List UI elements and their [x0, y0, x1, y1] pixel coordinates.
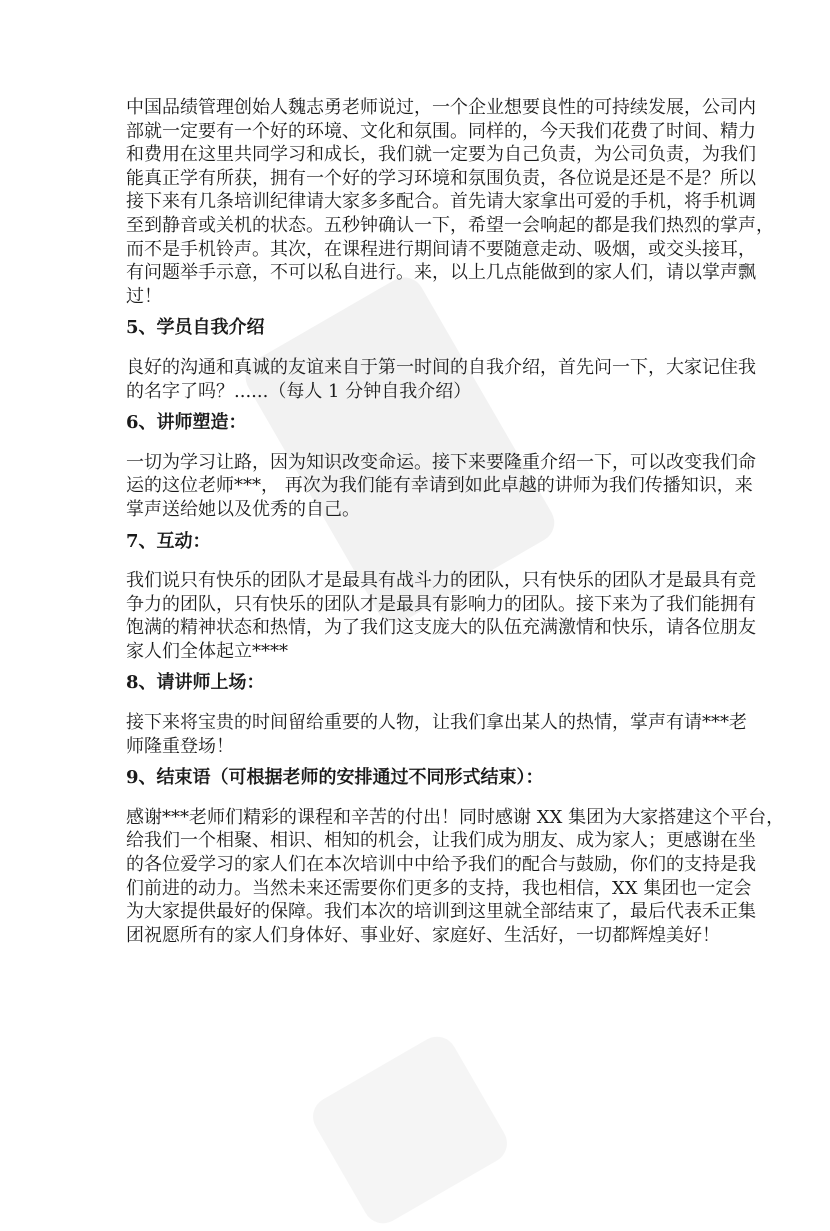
paragraph-line: 为大家提供最好的保障。我们本次的培训到这里就全部结束了，最后代表禾正集	[126, 901, 756, 923]
paragraph-line: 的各位爱学习的家人们在本次培训中中给予我们的配合与鼓励，你们的支持是我	[126, 854, 756, 876]
paragraph-line: 家人们全体起立****	[126, 640, 288, 662]
section-paragraph	[126, 806, 785, 948]
paragraph-line: 良好的沟通和真诚的友谊来自于第一时间的自我介绍，首先问一下，大家记住我	[126, 356, 756, 378]
section-paragraph	[126, 711, 747, 758]
paragraph-line: 我们说只有快乐的团队才是最具有战斗力的团队，只有快乐的团队才是最具有竞	[126, 570, 756, 592]
paragraph-line: 接下来将宝贵的时间留给重要的人物，让我们拿出某人的热情，掌声有请***老	[126, 712, 747, 734]
paragraph-line: 能真正学有所获，拥有一个好的学习环境和氛围负责，各位说是还是不是？所以	[126, 167, 756, 189]
paragraph-line: 运的这位老师***， 再次为我们能有幸请到如此卓越的讲师为我们传播知识，来	[126, 475, 753, 497]
section-heading: 7、互动：	[126, 530, 211, 552]
section-heading: 6、讲师塑造：	[126, 412, 247, 434]
paragraph-line: 掌声送给她以及优秀的自己。	[126, 498, 360, 520]
paragraph-line: 过！	[126, 285, 162, 307]
paragraph-line: 争力的团队，只有快乐的团队才是最具有影响力的团队。接下来为了我们能拥有	[126, 593, 756, 615]
paragraph-line: 接下来有几条培训纪律请大家多多配合。首先请大家拿出可爱的手机，将手机调	[126, 191, 756, 213]
paragraph-line: 有问题举手示意，不可以私自进行。来，以上几点能做到的家人们，请以掌声飘	[126, 262, 756, 284]
document-page	[126, 96, 785, 947]
paragraph-line: 一切为学习让路，因为知识改变命运。接下来要隆重介绍一下，可以改变我们命	[126, 451, 756, 473]
section-paragraph	[126, 451, 756, 522]
section-paragraph	[126, 356, 756, 403]
section-heading: 8、请讲师上场：	[126, 672, 265, 694]
section-paragraph	[126, 569, 756, 663]
paragraph-line: 师隆重登场！	[126, 735, 234, 757]
paragraph-line: 团祝愿所有的家人们身体好、事业好、家庭好、生活好，一切都辉煌美好！	[126, 924, 720, 946]
paragraph-line: 饱满的精神状态和热情，为了我们这支庞大的队伍充满激情和快乐，请各位朋友	[126, 617, 756, 639]
paragraph-line: 给我们一个相聚、相识、相知的机会，让我们成为朋友、成为家人；更感谢在坐	[126, 830, 756, 852]
paragraph-line: 而不是手机铃声。其次，在课程进行期间请不要随意走动、吸烟，或交头接耳，	[126, 238, 756, 260]
paragraph-line: 部就一定要有一个好的环境、文化和氛围。同样的，今天我们花费了时间、精力	[126, 120, 756, 142]
paragraph-line: 们前进的动力。当然未来还需要你们更多的支持，我也相信，XX 集团也一定会	[126, 877, 752, 899]
section-heading: 5、学员自我介绍	[126, 317, 265, 339]
paragraph-line: 感谢***老师们精彩的课程和辛苦的付出！同时感谢 XX 集团为大家搭建这个平台，	[126, 806, 785, 828]
paragraph-line: 中国品绩管理创始人魏志勇老师说过，一个企业想要良性的可持续发展，公司内	[126, 97, 756, 118]
section-heading: 9、结束语（可根据老师的安排通过不同形式结束）：	[126, 767, 544, 789]
intro-paragraph	[126, 96, 774, 308]
paragraph-line: 的名字了吗？......（每人 1 分钟自我介绍）	[126, 380, 472, 402]
watermark-logo	[306, 1029, 515, 1230]
paragraph-line: 至到静音或关机的状态。五秒钟确认一下，希望一会响起的都是我们热烈的掌声，	[126, 214, 774, 236]
paragraph-line: 和费用在这里共同学习和成长，我们就一定要为自己负责，为公司负责，为我们	[126, 144, 756, 166]
